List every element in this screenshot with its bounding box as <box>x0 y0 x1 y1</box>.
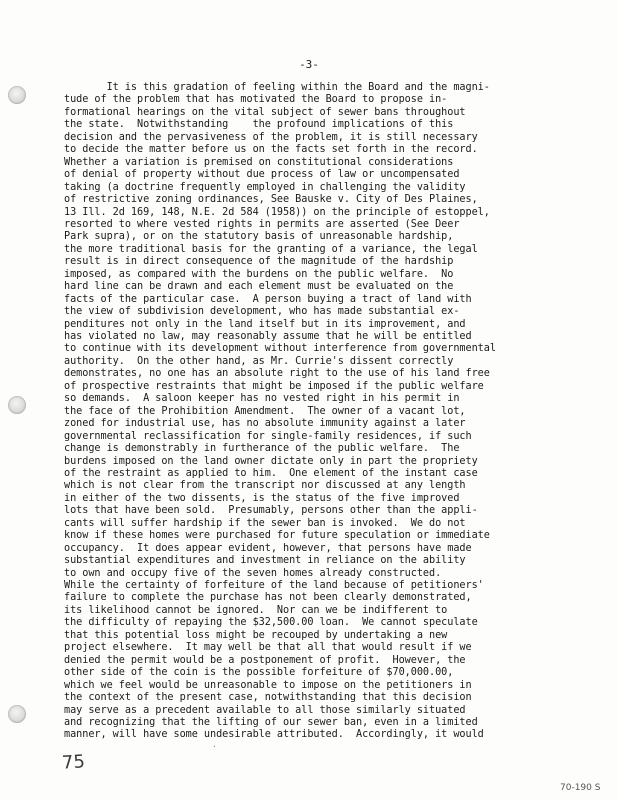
text-line: result is in direct consequence of the magnitude of the hardship <box>64 256 454 268</box>
text-line: of restrictive zoning ordinances, See Bauske v. City of Des Plaines, <box>64 194 478 206</box>
text-line: It is this gradation of feeling within the Board and the magni- <box>64 82 490 93</box>
text-line: resorted to where vested rights in permits are asserted (See Deer <box>64 218 460 230</box>
text-line: to decide the matter before us on the facts set forth in the record. <box>64 144 478 156</box>
text-line: the face of the Prohibition Amendment. The owner of a vacant lot, <box>64 405 466 417</box>
text-line: other side of the coin is the possible forfeiture of $70,000.00, <box>64 667 454 679</box>
text-line: has violated no law, may reasonably assume that he will be entitled <box>64 331 472 342</box>
text-line: facts of the particular case. A person buying a tract of land with <box>64 293 472 305</box>
text-line: taking (a doctrine frequently employed in challenging the validity <box>64 181 466 193</box>
text-line: its likelihood cannot be ignored. Nor can we be indifferent to <box>64 604 448 616</box>
text-line: of the restraint as applied to him. One element of the instant case <box>64 467 478 479</box>
corner-note: 70-190 S <box>560 783 601 793</box>
text-line: 13 Ill. 2d 169, 148, N.E. 2d 584 (1958)) on the principle of estoppel, <box>64 206 490 218</box>
text-line: demonstrates, no one has an absolute right to the use of his land free <box>64 368 490 380</box>
text-line: that this potential loss might be recouped by undertaking a new <box>64 629 448 641</box>
text-line: burdens imposed on the land owner dictate only in part the propriety <box>64 455 478 467</box>
text-line: the context of the present case, notwithstanding that this decision <box>64 692 472 704</box>
scan-speck: · <box>212 742 217 751</box>
text-line: decision and the pervasiveness of the problem, it is still necessary <box>64 131 478 143</box>
text-line: Park supra), or on the statutory basis of unreasonable hardship, <box>64 231 454 243</box>
text-line: and recognizing that the lifting of our sewer ban, even in a limited <box>64 716 478 728</box>
text-line: of denial of property without due process of law or uncompensated <box>64 169 460 181</box>
text-line: hard line can be drawn and each element must be evaluated on the <box>64 281 454 293</box>
page-number: -3- <box>299 58 319 71</box>
punch-hole <box>8 705 26 723</box>
punch-hole <box>8 86 26 104</box>
text-line: tude of the problem that has motivated the Board to propose in- <box>64 94 448 106</box>
text-line: to own and occupy five of the seven homes already constructed. <box>64 567 442 579</box>
text-line: substantial expenditures and investment in reliance on the ability <box>64 555 466 567</box>
text-line: While the certainty of forfeiture of the land because of petitioners' <box>64 580 484 591</box>
text-line: in either of the two dissents, is the status of the five improved <box>64 492 460 504</box>
text-line: change is demonstrably in furtherance of the public welfare. The <box>64 443 460 455</box>
text-line: cants will suffer hardship if the sewer ban is invoked. We do not <box>64 517 466 529</box>
text-line: of prospective restraints that might be imposed if the public welfare <box>64 380 484 392</box>
text-line: penditures not only in the land itself but in its improvement, and <box>64 318 466 330</box>
text-line: which we feel would be unreasonable to impose on the petitioners in <box>64 679 472 691</box>
handwritten-note: 75 <box>61 751 86 774</box>
text-line: imposed, as compared with the burdens on the public welfare. No <box>64 268 454 280</box>
text-line: denied the permit would be a postponement of profit. However, the <box>64 654 466 666</box>
text-line: so demands. A saloon keeper has no vested right in his permit in <box>64 393 460 405</box>
text-line: which is not clear from the transcript nor discussed at any length <box>64 480 466 492</box>
text-line: know if these homes were purchased for future speculation or immediate <box>64 530 490 542</box>
text-line: authority. On the other hand, as Mr. Currie's dissent correctly <box>64 355 454 367</box>
text-line: zoned for industrial use, has no absolute immunity against a later <box>64 418 466 430</box>
text-line: to continue with its development without interference from governmental <box>64 343 496 355</box>
text-line: the difficulty of repaying the $32,500.00 loan. We cannot speculate <box>64 617 478 629</box>
text-line: may serve as a precedent available to all those similarly situated <box>64 704 466 716</box>
text-line: project elsewhere. It may well be that all that would result if we <box>64 642 472 654</box>
text-line: lots that have been sold. Presumably, persons other than the appli- <box>64 505 478 517</box>
text-line: occupancy. It does appear evident, however, that persons have made <box>64 542 472 554</box>
text-line: the more traditional basis for the granting of a variance, the legal <box>64 243 478 255</box>
text-line: manner, will have some undesirable attributed. Accordingly, it would <box>64 729 484 741</box>
text-line: failure to complete the purchase has not been clearly demonstrated, <box>64 592 472 604</box>
text-line: formational hearings on the vital subject of sewer bans throughout <box>64 106 466 118</box>
text-line: governmental reclassification for single-family residences, if such <box>64 430 472 442</box>
text-line: the state. Notwithstanding the profound implications of this <box>64 119 454 131</box>
punch-hole <box>8 396 26 414</box>
text-line: Whether a variation is premised on constitutional considerations <box>64 156 454 168</box>
text-line: the view of subdivision development, who has made substantial ex- <box>64 306 460 318</box>
